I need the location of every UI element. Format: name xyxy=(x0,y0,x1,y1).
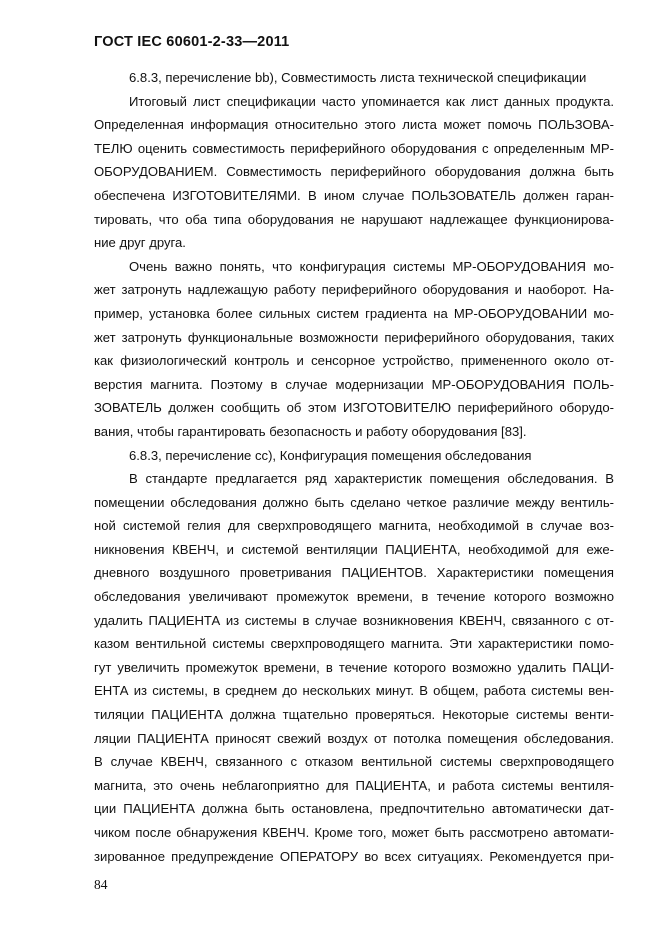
text-line: ние друг друга. xyxy=(94,235,186,251)
text-line: тиляции ПАЦИЕНТА должна тщательно проверяться. Некоторые системы венти- xyxy=(94,707,614,723)
text-line: ОБОРУДОВАНИЕМ. Совместимость периферийного оборудования должна быть xyxy=(94,164,614,180)
text-line: вания, чтобы гарантировать безопасность и работу оборудования [83]. xyxy=(94,423,527,439)
text-line: дневного воздушного проветривания ПАЦИЕНТОВ. Характеристики помещения xyxy=(94,565,614,581)
text-line: Очень важно понять, что конфигурация системы МР-ОБОРУДОВАНИЯ мо- xyxy=(129,258,614,274)
text-line: В стандарте предлагается ряд характеристик помещения обследования. В xyxy=(129,471,614,487)
page-number: 84 xyxy=(94,877,108,892)
text-line: ЕНТА из системы, в среднем до нескольких минут. В общем, работа системы вен- xyxy=(94,683,614,699)
text-line: как физиологический контроль и сенсорное устройство, примененного около от- xyxy=(94,353,614,369)
text-line: обеспечена ИЗГОТОВИТЕЛЯМИ. В ином случае ПОЛЬЗОВАТЕЛЬ должен гаран- xyxy=(94,187,614,203)
text-line: 6.8.3, перечисление bb), Совместимость листа технической спецификации xyxy=(129,70,587,85)
text-line: пример, установка более сильных систем градиента на МР-ОБОРУДОВАНИИ мо- xyxy=(94,305,614,321)
text-line: В случае КВЕНЧ, связанного с отказом вентильной системы сверхпроводящего xyxy=(94,754,614,770)
text-line: Определенная информация относительно этого листа может помочь ПОЛЬЗОВА- xyxy=(94,117,614,133)
text-line: помещении обследования должно быть сделано четкое различие между вентиль- xyxy=(94,494,614,510)
text-line: гут увеличить промежуток времени, в течение которого возможно удалить ПАЦИ- xyxy=(94,659,614,675)
text-line: чиком после обнаружения КВЕНЧ. Кроме того, может быть рассмотрено автомати- xyxy=(94,825,614,840)
text-line: магнита, это очень неблагоприятно для ПАЦИЕНТА, и работа системы вентиля- xyxy=(94,777,614,793)
text-line: Итоговый лист спецификации часто упоминается как лист данных продукта. xyxy=(129,93,614,109)
text-line: ТЕЛЮ оценить совместимость периферийного оборудования с определенным МР- xyxy=(94,140,614,156)
text-line: обследования увеличивают промежуток времени, в течение которого возможно xyxy=(94,589,614,605)
text-line: жет затронуть функциональные возможности периферийного оборудования, таких xyxy=(94,329,614,345)
text-line: 6.8.3, перечисление cc), Конфигурация помещения обследования xyxy=(129,447,532,463)
body-text xyxy=(94,66,614,868)
text-line: ной системой гелия для сверхпроводящего магнита, необходимой в случае воз- xyxy=(94,518,614,534)
document-header: ГОСТ IEC 60601-2-33—2011 xyxy=(94,34,290,50)
text-line: жет затронуть надлежащую работу периферийного оборудования и наоборот. На- xyxy=(94,282,614,298)
text-line: ляции ПАЦИЕНТА приносят свежий воздух от потолка помещения обследования. xyxy=(94,730,614,746)
text-line: ЗОВАТЕЛЬ должен сообщить об этом ИЗГОТОВИТЕЛЮ периферийного оборудо- xyxy=(94,400,614,416)
text-line: никновения КВЕНЧ, и системой вентиляции ПАЦИЕНТА, необходимой для еже- xyxy=(94,541,614,557)
text-line: ции ПАЦИЕНТА должна быть остановлена, предпочтительно автоматически дат- xyxy=(94,801,614,817)
text-line: удалить ПАЦИЕНТА из системы в случае возникновения КВЕНЧ, связанного с от- xyxy=(94,612,614,628)
text-line: казом вентильной системы сверхпроводящего магнита. Эти характеристики помо- xyxy=(94,636,614,652)
text-line: тировать, что оба типа оборудования не нарушают надлежащее функционирова- xyxy=(94,211,614,227)
text-line: зированное предупреждение ОПЕРАТОРУ во всех ситуациях. Рекомендуется при- xyxy=(94,848,614,864)
text-line: верстия магнита. Поэтому в случае модернизации МР-ОБОРУДОВАНИЯ ПОЛЬ- xyxy=(94,376,614,392)
